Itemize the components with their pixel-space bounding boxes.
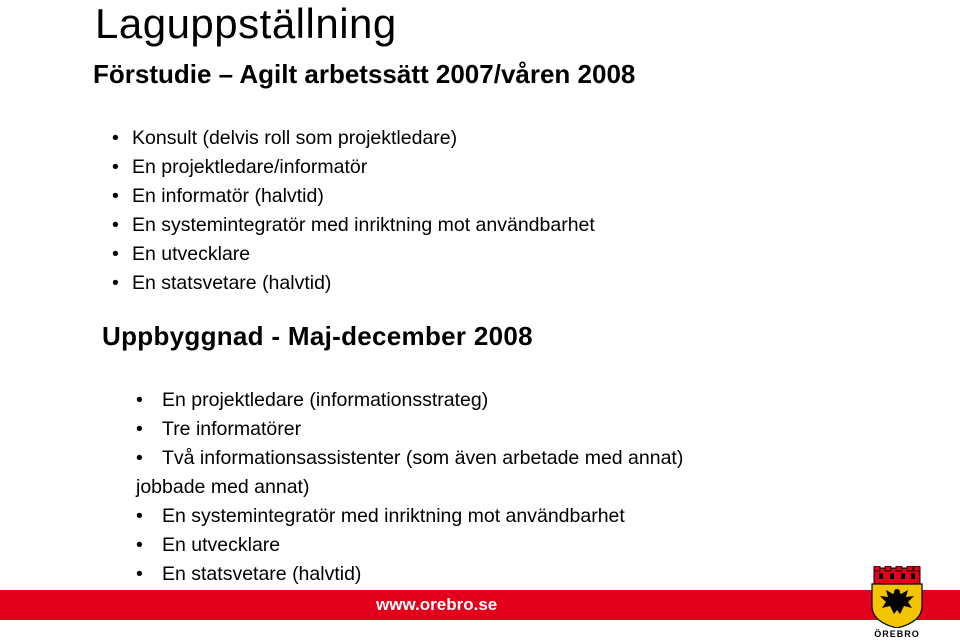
list-item-text: En systemintegratör med inriktning mot användbarhet — [162, 505, 625, 527]
list-item — [112, 153, 595, 182]
list-item — [112, 211, 595, 240]
bullet-icon: • — [112, 214, 119, 236]
list-item-text: jobbade med annat) — [136, 476, 310, 498]
list-item-text: En projektledare/informatör — [132, 156, 368, 178]
list-item-continuation — [136, 473, 683, 502]
bullet-icon: • — [112, 272, 119, 294]
bullet-icon: • — [136, 563, 143, 585]
list-item — [136, 502, 683, 531]
list-item — [136, 386, 683, 415]
list-item-text: En utvecklare — [162, 534, 281, 556]
list-item-text: En systemintegratör med inriktning mot användbarhet — [132, 214, 595, 236]
logo-caption: ÖREBRO — [874, 629, 920, 639]
list-item-text: En projektledare (informationsstrateg) — [162, 389, 489, 411]
list-item — [136, 531, 683, 560]
footer-url-link[interactable]: www.orebro.se — [376, 595, 498, 614]
list-item — [136, 560, 683, 589]
list-item-text: Tre informatörer — [162, 418, 302, 440]
list-item — [136, 415, 683, 444]
slide-title: Laguppställning — [95, 0, 397, 47]
list-item — [112, 182, 595, 211]
bullet-icon: • — [112, 156, 119, 178]
list-item-text: En utvecklare — [132, 243, 251, 265]
list-item — [112, 240, 595, 269]
section-title-uppbyggnad: Uppbyggnad - Maj-december 2008 — [102, 321, 533, 351]
list-item-text: En statsvetare (halvtid) — [162, 563, 362, 585]
list-item-text: Två informationsassistenter (som även arbetade med annat) — [162, 447, 684, 469]
bullet-list-forstudie — [112, 124, 595, 298]
bullet-icon: • — [112, 185, 119, 207]
bullet-icon: • — [112, 127, 119, 149]
bullet-icon: • — [136, 505, 143, 527]
list-item-text: En statsvetare (halvtid) — [132, 272, 332, 294]
bullet-icon: • — [136, 447, 143, 469]
list-item — [112, 124, 595, 153]
bullet-icon: • — [136, 534, 143, 556]
bullet-icon: • — [112, 243, 119, 265]
bullet-icon: • — [136, 389, 143, 411]
list-item — [136, 444, 683, 473]
list-item-text: En informatör (halvtid) — [132, 185, 324, 207]
bullet-list-uppbyggnad — [136, 386, 683, 589]
list-item — [112, 269, 595, 298]
bullet-icon: • — [136, 418, 143, 440]
slide-subtitle: Förstudie – Agilt arbetssätt 2007/våren 2008 — [93, 59, 636, 89]
list-item-text: Konsult (delvis roll som projektledare) — [132, 127, 458, 149]
